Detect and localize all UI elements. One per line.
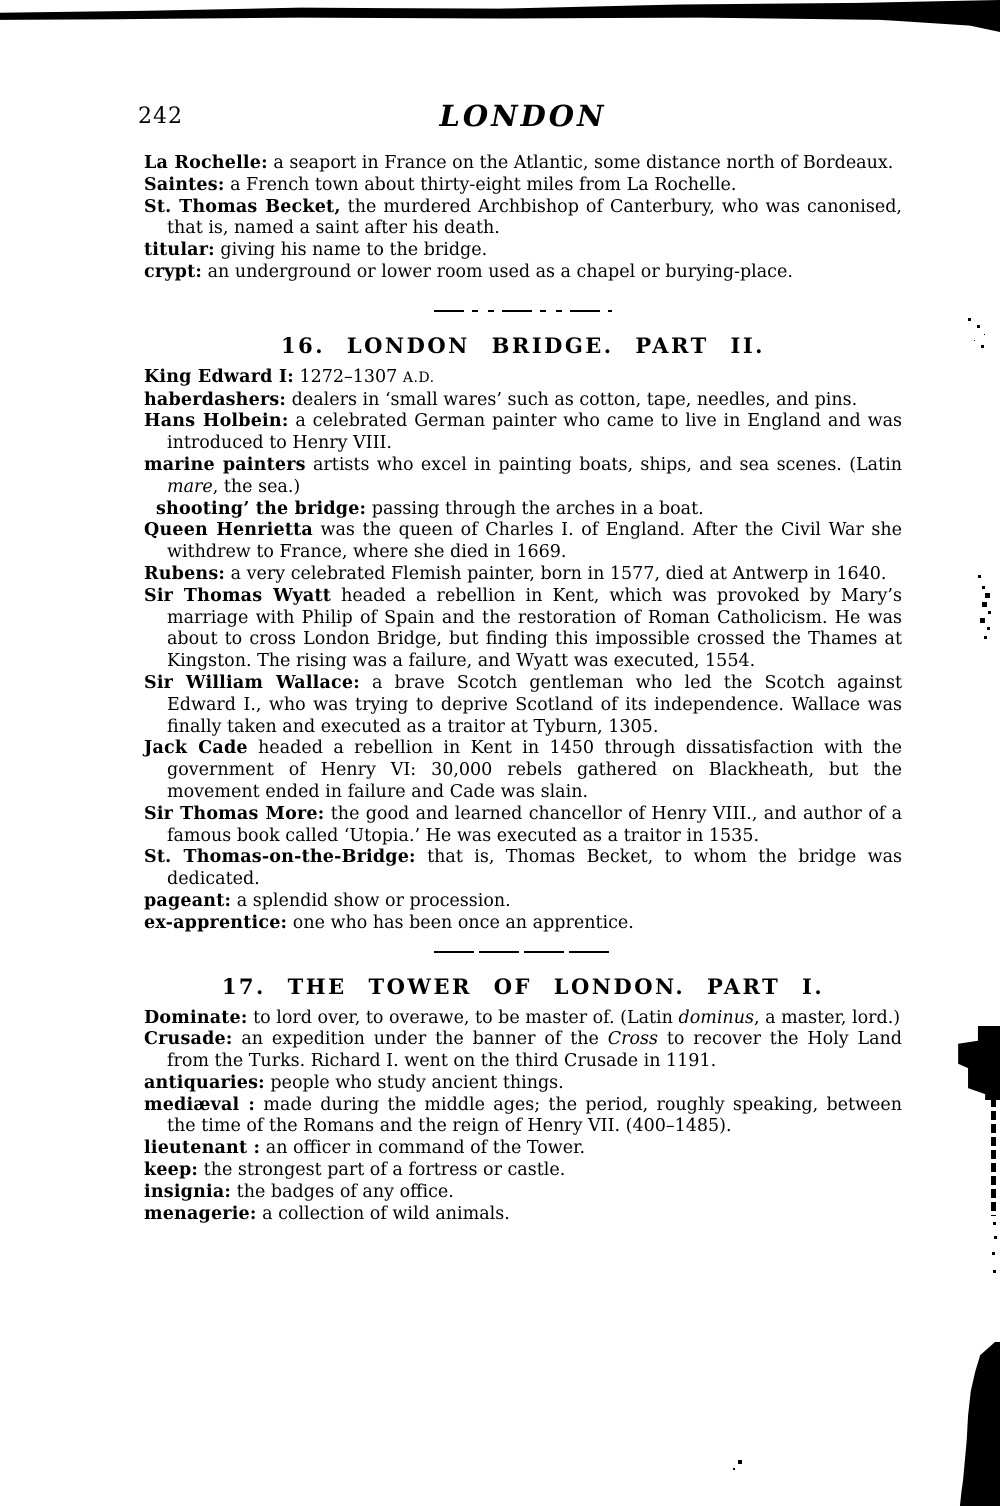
entry-definition-segment: , the sea.) [212,476,301,497]
entry-term: Rubens: [144,563,226,584]
glossary-entry [144,499,902,521]
glossary-entry [144,153,902,175]
section-heading: 17. THE TOWER OF LONDON. PART I. [221,973,825,999]
glossary-entry-list [144,367,902,935]
entry-definition-segment: people who study ancient things. [270,1072,564,1093]
scan-artifact-specks [738,1460,742,1464]
entry-term: pageant: [144,890,232,911]
entry-term: Sir Thomas Wyatt [144,585,332,606]
entry-definition-segment: one who has been once an apprentice. [292,912,634,933]
glossary-entry [144,1204,902,1226]
entry-definition-segment: made during the middle ages; the period, roughly speaking, between the time of the Romans and the reign of Henry VII. (400–1485). [167,1094,902,1137]
entry-term: lieutenant : [144,1138,261,1159]
entry-definition-segment: the murdered Archbishop of Canterbury, who was canonised, that is, named a saint after his death. [167,196,902,239]
glossary-entry [144,804,902,848]
entry-definition-segment: the good and learned chancellor of Henry VIII., and author of a famous book called ‘Utopia.’ He was executed as a traitor in 1535. [167,803,902,846]
entry-definition-segment: a collection of wild animals. [262,1203,510,1224]
entry-definition-segment: headed a rebellion in Kent in 1450 through dissatisfaction with the government of Henry VI: 30,000 rebels gathered on Blackheath, but the movement ended in failure and Cade was slain. [167,738,902,802]
entry-term: King Edward I: [144,366,294,387]
entry-definition-segment: dealers in ‘small wares’ such as cotton, tape, needles, and pins. [291,389,858,410]
entry-definition-segment: 1272–1307 [299,366,403,387]
scan-artifact-ink-blob [955,1342,1000,1506]
entry-definition-segment: , a master, lord.) [753,1007,901,1028]
entry-definition-segment: an officer in command of the Tower. [265,1138,586,1159]
entry-term: Dominate: [144,1007,248,1028]
glossary-entry [144,390,902,412]
entry-definition-segment: a celebrated German painter who came to live in England and was introduced to Henry VIII. [167,411,902,454]
glossary-entry [144,262,902,284]
entry-term: haberdashers: [144,389,287,410]
glossary-entry [144,1095,902,1139]
section-divider [434,951,612,953]
entry-definition-segment: a seaport in France on the Atlantic, some distance north of Bordeaux. [273,153,894,173]
entry-definition-segment: a French town about thirty-eight miles from La Rochelle. [230,174,737,195]
section-heading: 16. LONDON BRIDGE. PART II. [281,332,765,358]
entry-definition-segment: A.D. [402,369,435,386]
entry-term: mediæval : [144,1094,256,1115]
glossary-entry [144,197,902,241]
glossary-entry [144,240,902,262]
entry-term: St. Thomas Becket, [144,196,341,217]
entry-definition-segment: to recover the Holy Land from the Turks. Richard I. went on the third Crusade in 1191. [167,1029,902,1072]
glossary-entry [144,1008,902,1030]
glossary-entry [144,913,902,935]
entry-term: Hans Holbein: [144,411,289,432]
entry-definition-segment: Cross [607,1029,659,1050]
glossary-entry [144,455,902,499]
scan-artifact-streak [991,1098,996,1216]
page-number: 242 [138,104,183,129]
entry-term: titular: [144,240,215,261]
entry-definition-segment: an expedition under the banner of the [241,1029,608,1050]
entry-term: crypt: [144,261,203,282]
entry-term: St. Thomas-on-the-Bridge: [144,847,416,868]
glossary-entry [144,1138,902,1160]
entry-definition-segment: that is, Thomas Becket, to whom the bridge was dedicated. [167,847,902,890]
entry-definition-segment: artists who excel in painting boats, ships, and sea scenes. (Latin [313,454,902,475]
entry-term: Queen Henrietta [144,520,313,541]
glossary-entry [144,367,902,390]
glossary-entry [144,738,902,803]
glossary-entry [144,175,902,197]
scan-artifact-specks [968,318,971,321]
entry-term: Jack Cade [144,738,248,759]
entry-definition-segment: passing through the arches in a boat. [371,498,704,519]
scan-artifact-ink-blob [955,1026,1000,1100]
glossary-entry-list [144,1008,902,1226]
entry-term: marine painters [144,454,306,475]
entry-term: Saintes: [144,174,225,195]
entry-term: keep: [144,1160,199,1181]
entry-definition-segment: dominus [678,1007,754,1028]
glossary-entry [144,520,902,564]
glossary-entry [144,673,902,738]
entry-term: Sir William Wallace: [144,672,360,693]
glossary-entry [144,411,902,455]
entry-definition-segment: to lord over, to overawe, to be master of. (Latin [253,1007,679,1028]
entry-definition-segment: the badges of any office. [236,1181,454,1202]
glossary-entry [144,891,902,913]
glossary-entry-list [144,153,902,284]
glossary-content [144,153,902,1225]
entry-term: antiquaries: [144,1072,265,1093]
glossary-entry [144,847,902,891]
section-divider [434,310,612,312]
entry-definition-segment: a brave Scotch gentleman who led the Scotch against Edward I., who was trying to deprive Scotland of its independence. Wallace was finally taken and executed as a traitor at Tyburn, 1305. [167,672,902,737]
glossary-entry [144,1029,902,1073]
entry-term: shooting’ the bridge: [156,498,367,519]
scan-artifact-top-edge [0,0,1000,32]
glossary-entry [144,586,902,673]
entry-definition-segment: an underground or lower room used as a chapel or burying-place. [207,261,793,282]
scan-artifact-specks [978,575,981,578]
entry-definition-segment: giving his name to the bridge. [220,240,488,261]
entry-definition-segment: a splendid show or procession. [236,890,511,911]
entry-definition-segment: mare [167,476,213,497]
glossary-entry [144,1182,902,1204]
entry-term: Crusade: [144,1029,233,1050]
scan-artifact-specks [993,1222,996,1225]
running-title: LONDON [439,99,607,133]
entry-term: La Rochelle: [144,153,268,173]
entry-definition-segment: headed a rebellion in Kent, which was provoked by Mary’s marriage with Philip of Spain and the restoration of Roman Catholicism. He was about to cross London Bridge, but finding this impossible crossed the Thames at Kingston. The rising was a failure, and Wyatt was executed, 1554. [167,585,902,672]
entry-definition-segment: the strongest part of a fortress or castle. [203,1160,566,1181]
entry-definition-segment: a very celebrated Flemish painter, born in 1577, died at Antwerp in 1640. [230,563,887,584]
entry-term: Sir Thomas More: [144,803,325,824]
entry-term: ex-apprentice: [144,912,288,933]
glossary-entry [144,1073,902,1095]
entry-term: insignia: [144,1181,232,1202]
entry-term: menagerie: [144,1203,257,1224]
glossary-entry [144,564,902,586]
entry-definition-segment: was the queen of Charles I. of England. After the Civil War she withdrew to France, where she died in 1669. [167,520,903,563]
glossary-entry [144,1160,902,1182]
